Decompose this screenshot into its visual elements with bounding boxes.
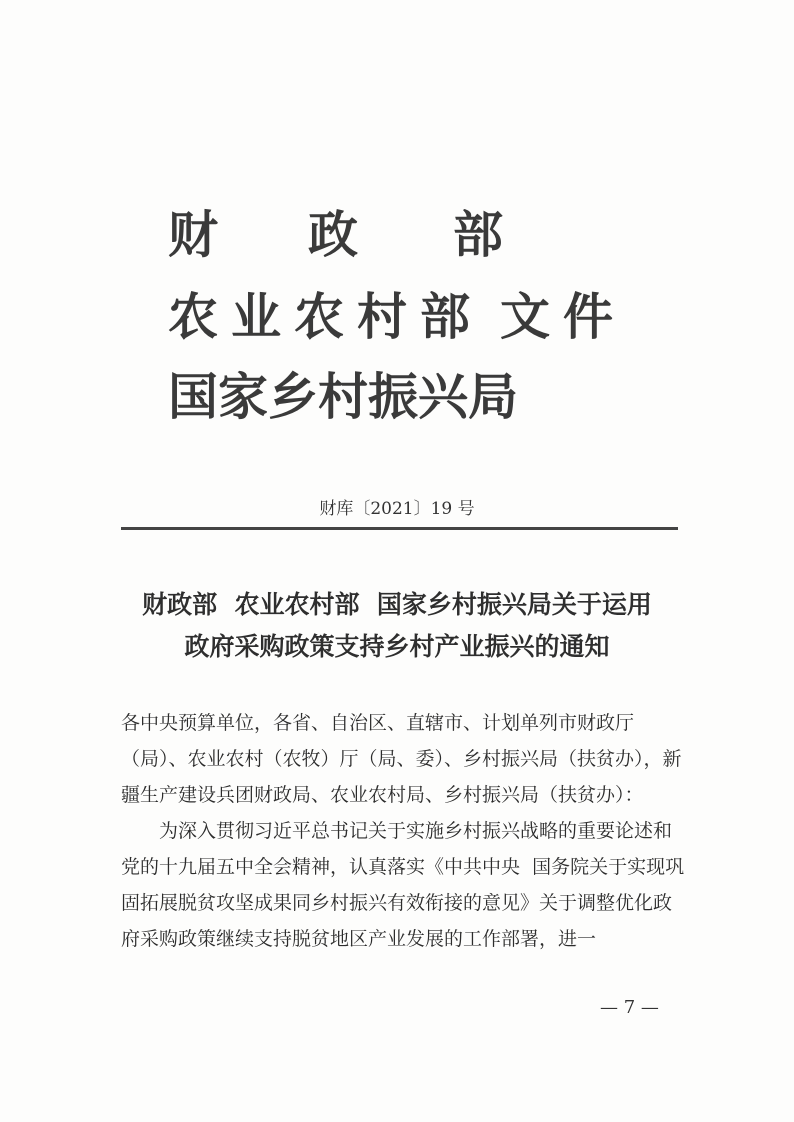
body-paragraph [121,813,686,957]
issuer-char: 部 [420,287,470,346]
salutation [121,705,686,813]
issuer-line-rural-revitalization-bureau: 国家乡村振兴局 [168,367,518,426]
issuer-char: 部 [453,205,503,264]
document-suffix-char: 文 [500,287,550,346]
page-number: — 7 — [600,997,659,1018]
issuer-char: 政 [308,205,358,264]
header-divider [121,527,678,530]
document-title-line-1: 财政部 农业农村部 国家乡村振兴局关于运用 [142,590,652,619]
issuer-char: 村 [357,287,407,346]
issuer-line-ministry-of-agriculture [168,287,613,346]
issuer-char: 农 [294,287,344,346]
issuer-line-ministry-of-finance [168,205,503,264]
issuer-char: 财 [168,205,218,264]
document-number: 财库〔2021〕19 号 [319,499,475,519]
document-suffix-char: 件 [563,287,613,346]
body-paragraph-text: 为深入贯彻习近平总书记关于实施乡村振兴战略的重要论述和党的十九届五中全会精神，认真落实《中共中央 国务院关于实现巩固拓展脱贫攻坚成果同乡村振兴有效衔接的意见》关于调整优化政府采购政策继续支持脱贫地区产业发展的工作部署，进一 [121,820,685,950]
issuer-char: 业 [231,287,281,346]
salutation-text: 各中央预算单位，各省、自治区、直辖市、计划单列市财政厅（局）、农业农村（农牧）厅（局、委）、乡村振兴局（扶贫办），新疆生产建设兵团财政局、农业农村局、乡村振兴局（扶贫办）： [121,712,682,806]
issuer-char: 农 [168,287,218,346]
document-title-line-2: 政府采购政策支持乡村产业振兴的通知 [184,632,610,661]
